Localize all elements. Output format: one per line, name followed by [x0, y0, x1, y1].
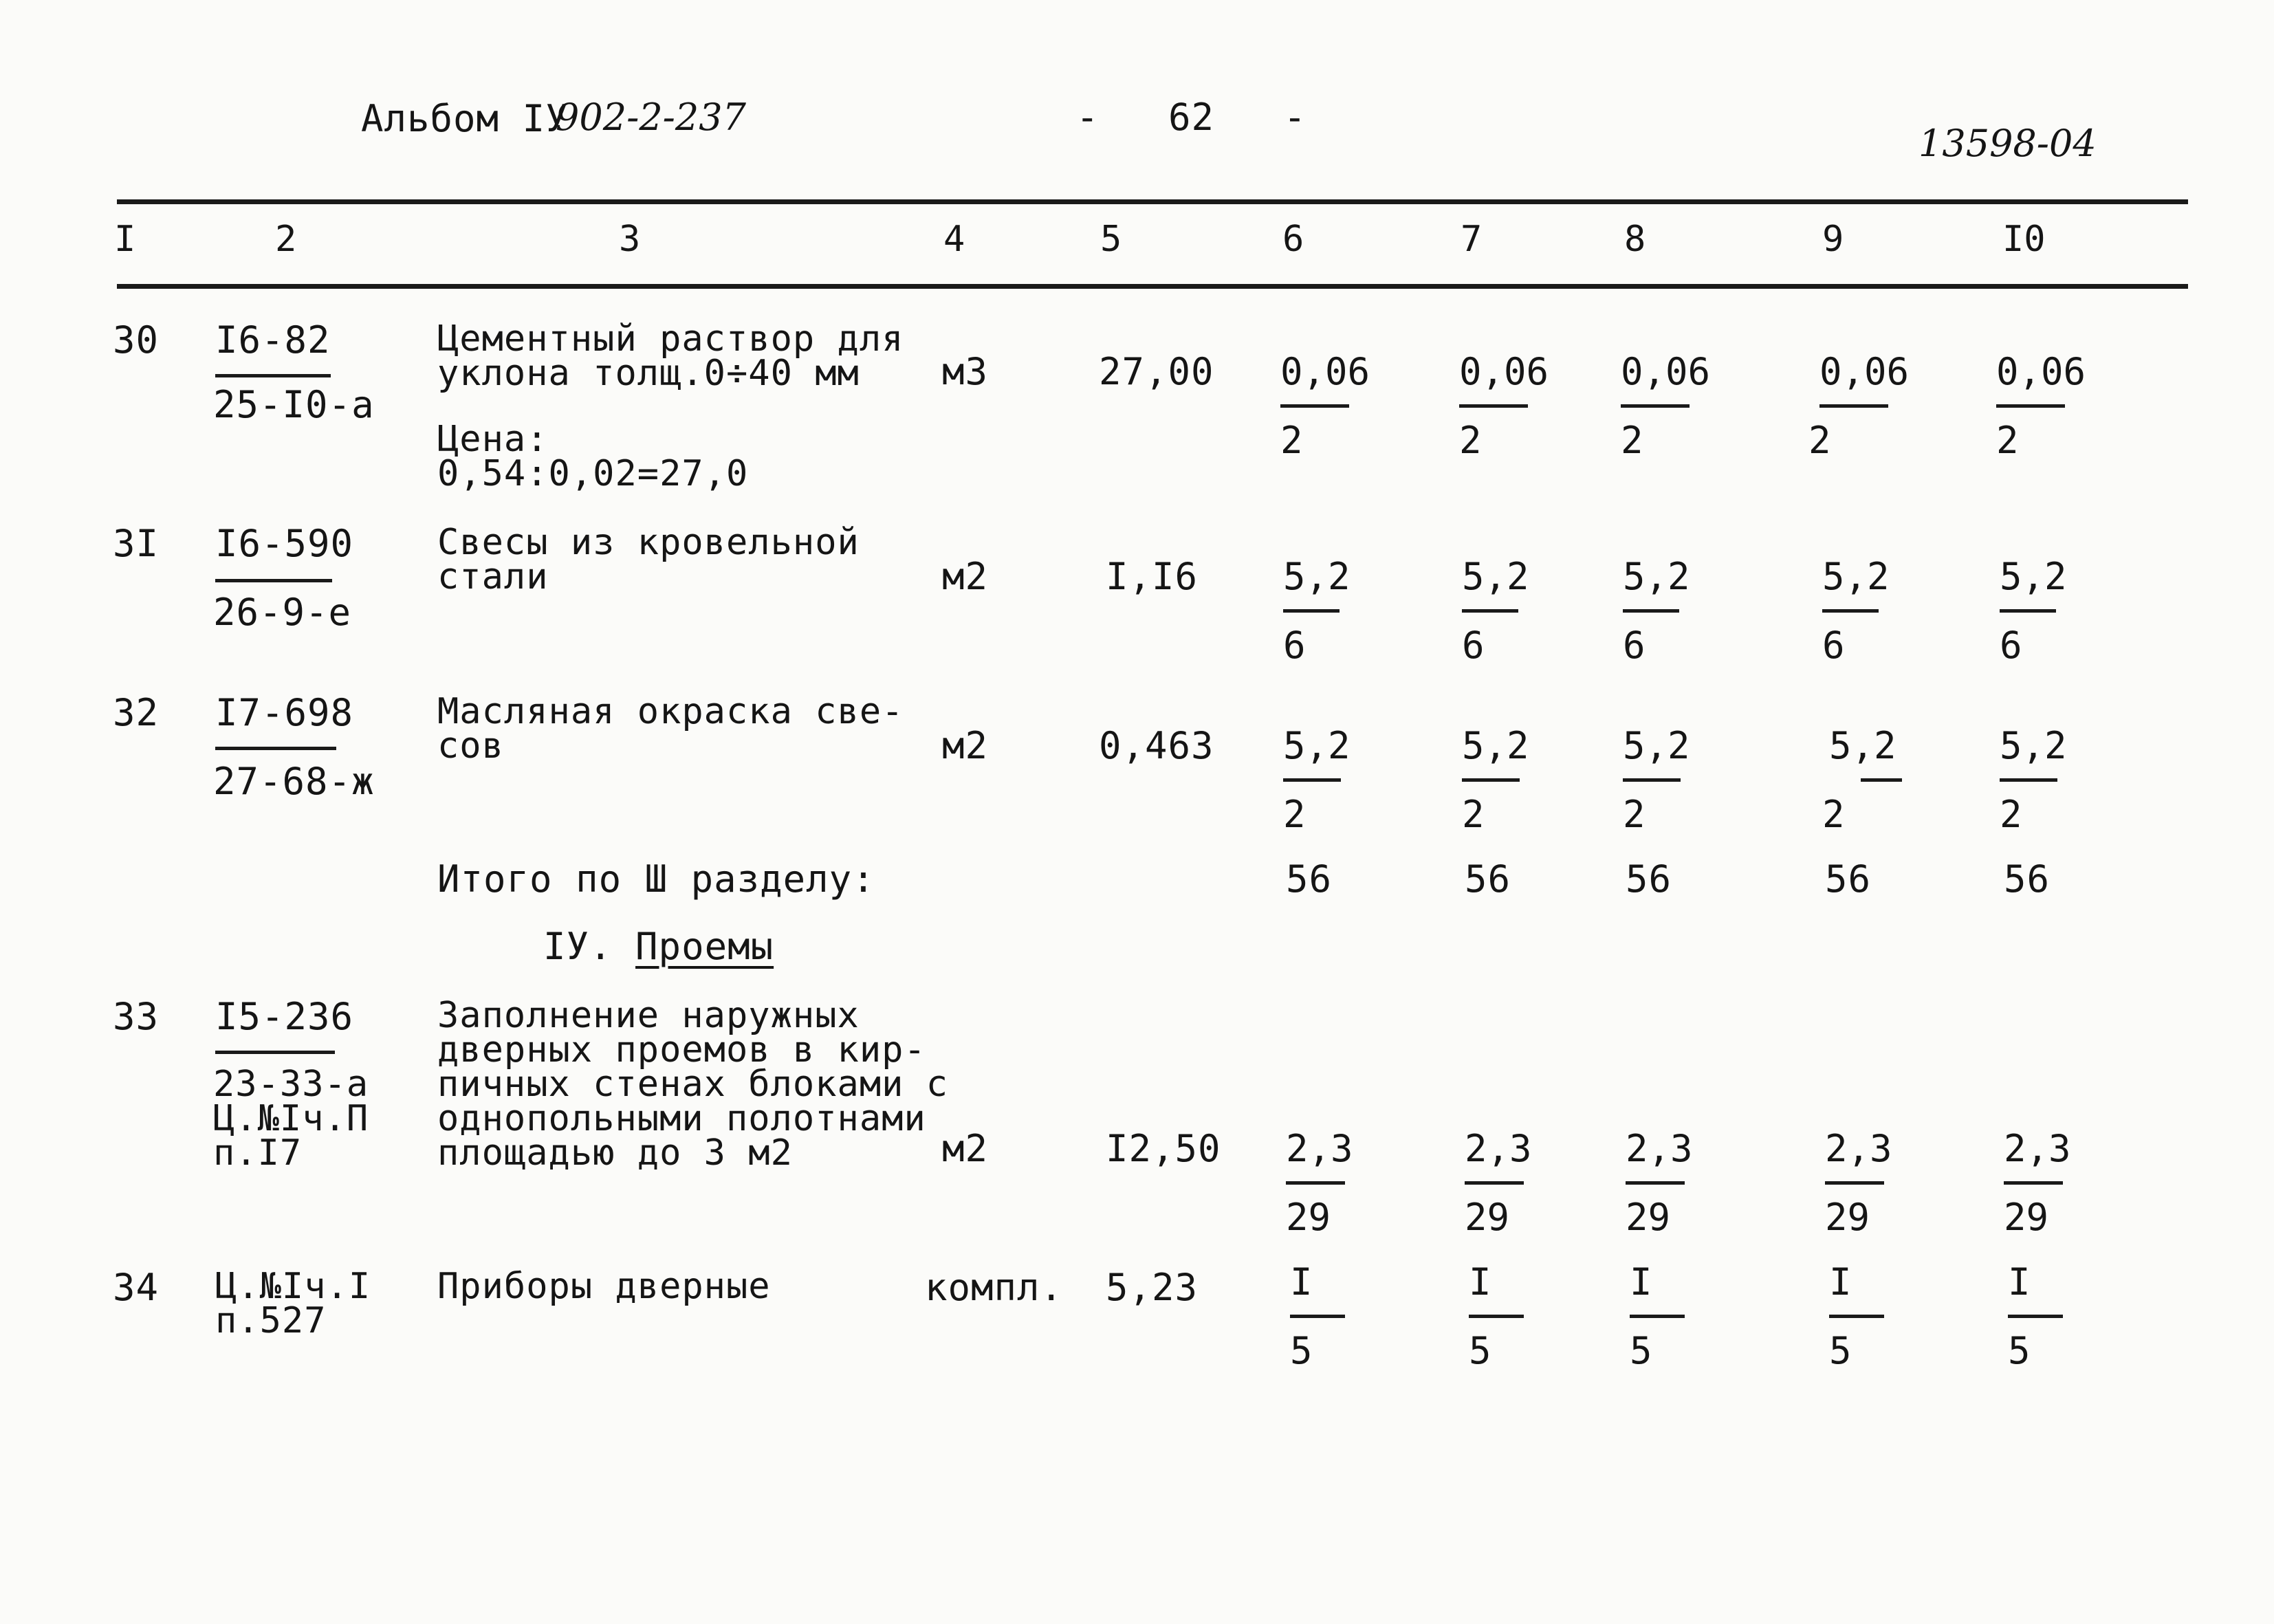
unit: м2 [942, 555, 989, 598]
column-header-3: 3 [619, 219, 641, 260]
work-description: Приборы дверные [437, 1266, 771, 1307]
document-code: 13598-04 [1918, 122, 2097, 165]
work-description: Масляная окраска све- сов [437, 691, 904, 767]
price-reference: 23-33-а Ц.№Iч.П п.I7 [213, 1064, 369, 1174]
price-code: 25-I0-а [213, 383, 375, 426]
estimate-code: I7-698 [215, 691, 354, 734]
quantity: 0,463 [1099, 724, 1214, 767]
row-number: 34 [113, 1266, 160, 1309]
quantity: 5,23 [1106, 1266, 1199, 1309]
price-note: Цена: 0,54:0,02=27,0 [437, 419, 749, 494]
subtotal-value: 56 [1286, 857, 1333, 901]
row-number: 33 [113, 995, 160, 1038]
column-header-9: 9 [1822, 219, 1844, 260]
row-number: 3I [113, 522, 160, 565]
column-header-7: 7 [1461, 219, 1483, 260]
column-header-1: I [114, 219, 136, 260]
section-title: Проемы [635, 925, 774, 968]
section-number: IУ. [543, 925, 636, 968]
subtotal-value: 56 [1626, 857, 1672, 901]
quantity: 27,00 [1099, 350, 1214, 393]
estimate-code: I6-590 [215, 522, 354, 565]
column-header-2: 2 [275, 219, 297, 260]
unit: м3 [942, 350, 989, 393]
row-number: 32 [113, 691, 160, 734]
code-divider [215, 374, 331, 377]
header-bottom-rule [117, 284, 2188, 289]
column-header-6: 6 [1282, 219, 1304, 260]
album-number: 902-2-237 [556, 96, 746, 139]
column-header-4: 4 [943, 219, 965, 260]
subtotal-value: 56 [1465, 857, 1511, 901]
unit: м2 [942, 724, 989, 767]
price-reference: Ц.№Iч.I п.527 [215, 1266, 371, 1341]
subtotal-label: Итого по Ш разделу: [437, 857, 875, 901]
subtotal-value: 56 [2004, 857, 2051, 901]
quantity: I2,50 [1106, 1127, 1221, 1170]
code-divider [215, 579, 332, 582]
column-header-8: 8 [1624, 219, 1646, 260]
estimate-code: I5-236 [215, 995, 354, 1038]
work-description: Свесы из кровельной стали [437, 522, 860, 597]
album-prefix: Альбом IУ [361, 97, 569, 140]
work-description: Заполнение наружных дверных проемов в кир- пичных стенах блоками с однопольными полотнами площадью до 3 м2 [437, 995, 949, 1174]
section-heading [543, 925, 774, 968]
page-number: - 62 - [1076, 96, 1307, 139]
code-divider [215, 747, 336, 750]
unit: компл. [925, 1266, 1064, 1309]
price-code: 26-9-е [213, 591, 352, 634]
price-code: 27-68-ж [213, 760, 375, 803]
quantity: I,I6 [1106, 555, 1199, 598]
code-divider [215, 1051, 335, 1054]
unit: м2 [942, 1127, 989, 1170]
row-number: 30 [113, 318, 160, 362]
column-header-5: 5 [1100, 219, 1122, 260]
estimate-code: I6-82 [215, 318, 331, 362]
top-rule [117, 199, 2188, 204]
work-description: Цементный раствор для уклона толщ.0÷40 мм [437, 318, 904, 394]
subtotal-value: 56 [1825, 857, 1872, 901]
column-header-10: I0 [2002, 219, 2046, 260]
